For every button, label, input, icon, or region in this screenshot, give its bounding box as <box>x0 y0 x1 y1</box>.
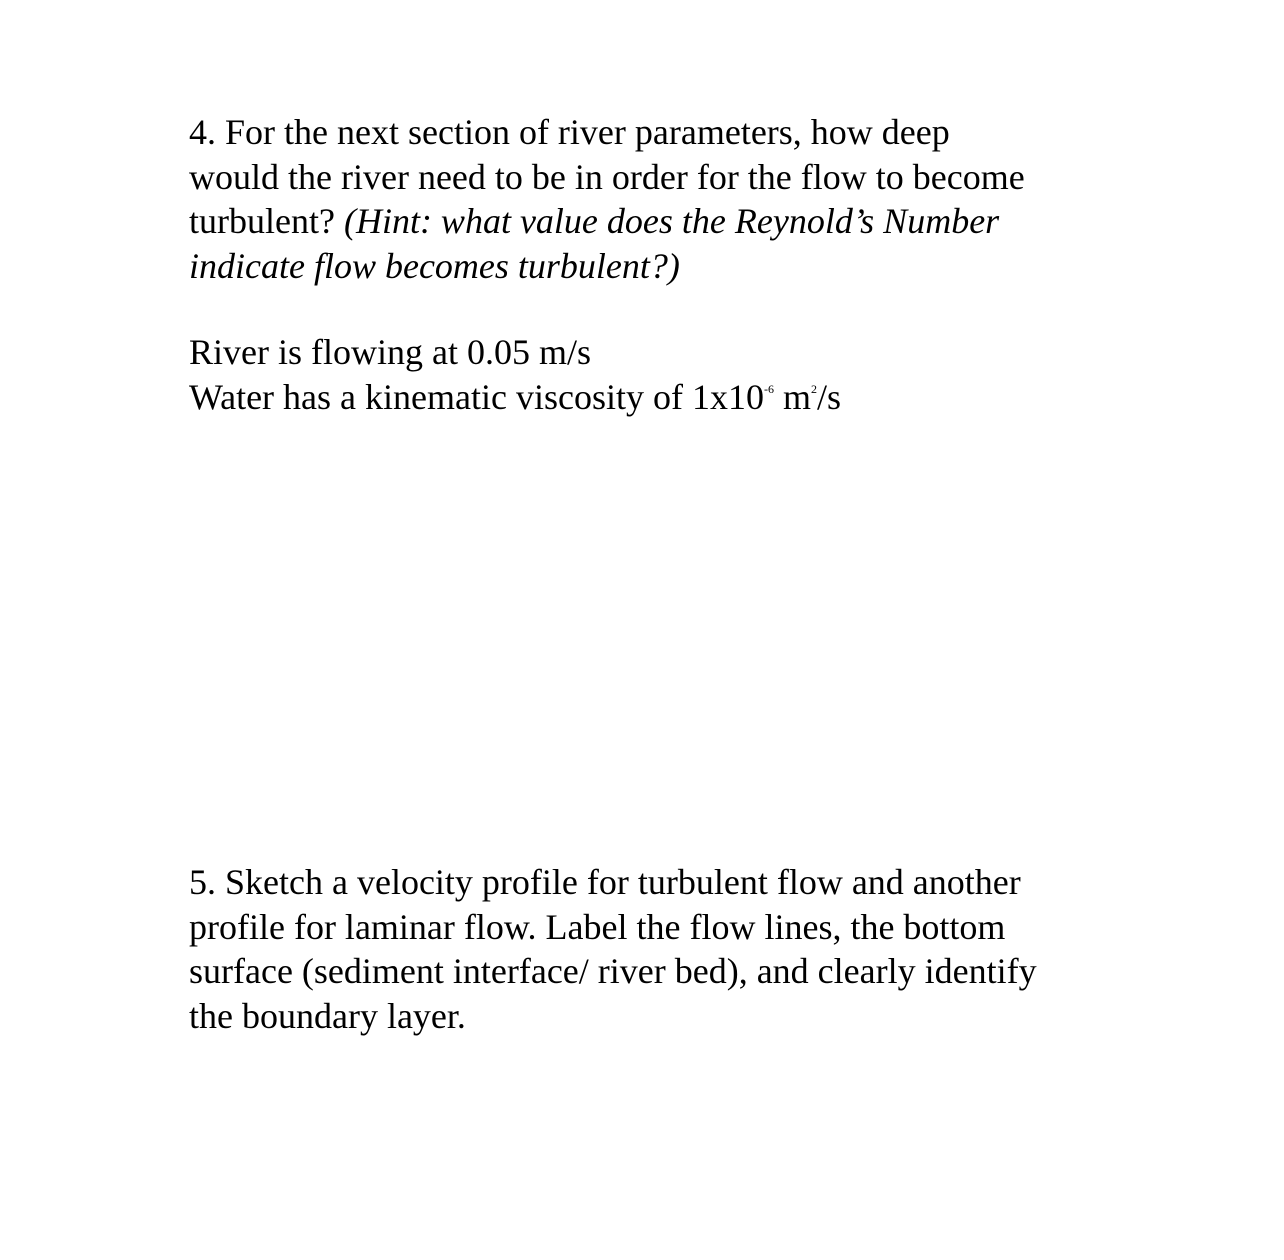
question-4-hint-start: (Hint: what value does the Reynold’s Number <box>343 201 1000 241</box>
question-4 <box>189 110 1109 288</box>
question-4-hint-end: indicate flow becomes turbulent?) <box>189 245 680 286</box>
question-5-line-1: 5. Sketch a velocity profile for turbulent flow and another <box>189 862 1021 902</box>
viscosity-unit-exponent: 2 <box>810 381 817 396</box>
question-4-line-2: would the river need to be in order for the flow to become <box>189 156 1025 197</box>
given-parameters <box>189 330 1109 419</box>
viscosity-unit-suffix: /s <box>816 376 841 417</box>
question-4-line-3 <box>189 199 1109 244</box>
viscosity-unit-base: m <box>773 376 811 417</box>
question-5-line-4: the boundary layer. <box>189 995 466 1036</box>
question-5-line-3: surface (sediment interface/ river bed), and clearly identify <box>189 951 1037 991</box>
viscosity-exponent: -6 <box>763 381 774 396</box>
question-4-line-1: 4. For the next section of river parameters, how deep <box>189 112 950 152</box>
river-velocity-line: River is flowing at 0.05 m/s <box>189 332 591 372</box>
question-4-text-end: turbulent? <box>189 201 344 241</box>
question-5-line-2: profile for laminar flow. Label the flow lines, the bottom <box>189 906 1006 947</box>
kinematic-viscosity-line <box>189 375 1109 420</box>
question-5 <box>189 860 1109 1038</box>
viscosity-prefix: Water has a kinematic viscosity of 1x10 <box>189 376 764 417</box>
